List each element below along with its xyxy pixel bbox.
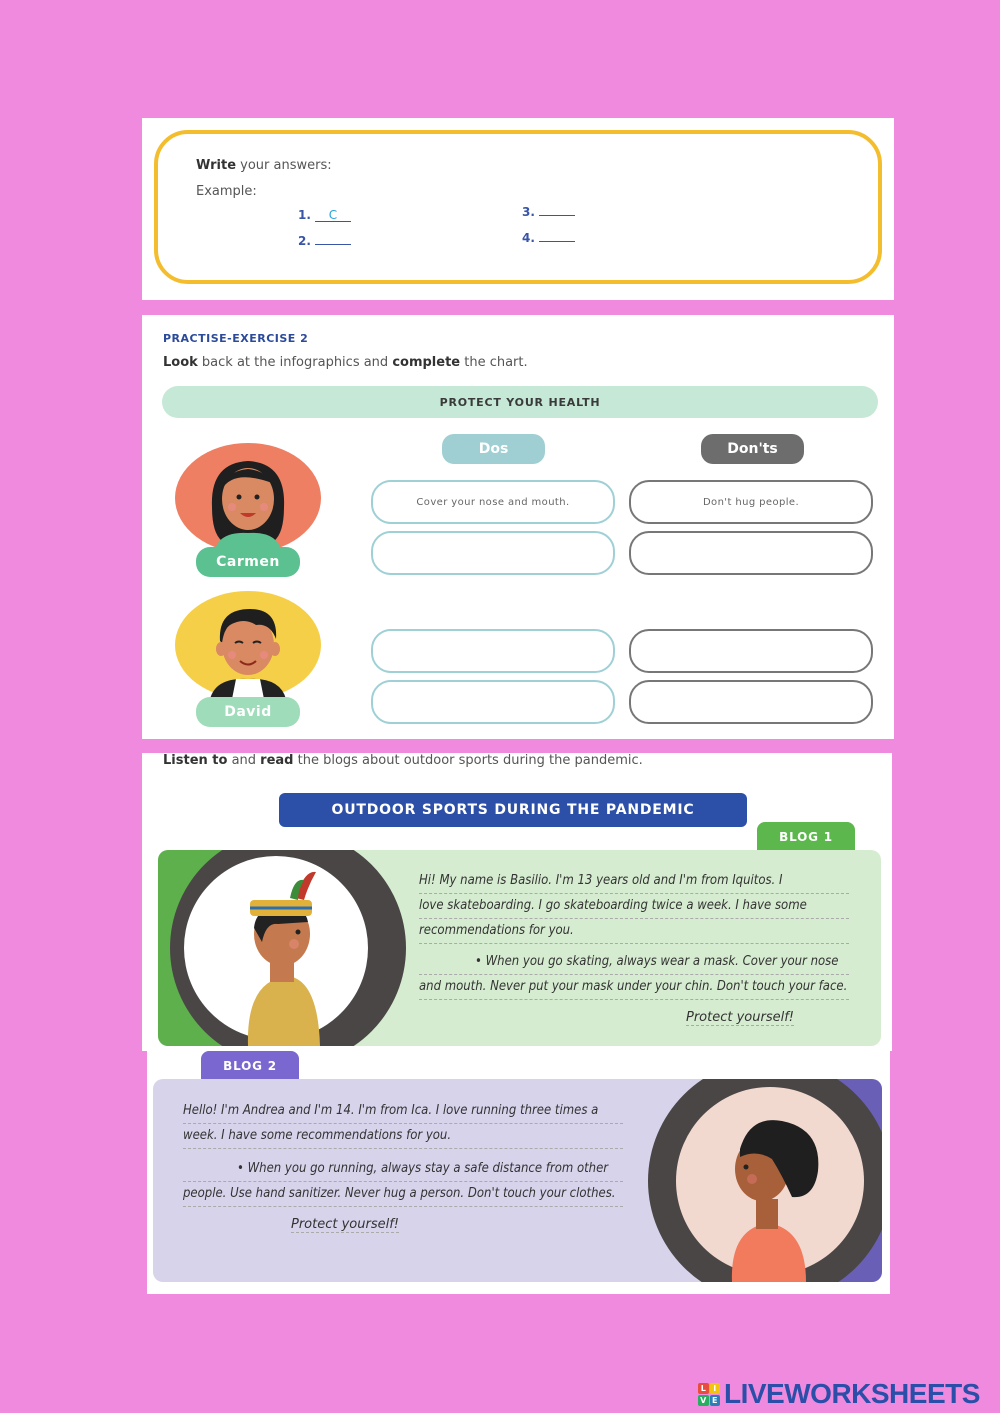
blog-2-card <box>153 1079 882 1282</box>
answer-2: 2. <box>298 234 351 248</box>
answer-1: 1. C <box>298 208 351 222</box>
write-answers-instruction: Write your answers: <box>196 158 332 173</box>
answers-panel <box>142 118 894 300</box>
dos-header: Dos <box>442 434 545 464</box>
blog-1-recommendation: • When you go skating, always wear a mask. Cover your nose and mouth. Never put your mask under your chin. Don't touch your face. <box>419 950 849 1000</box>
blog-2-panel <box>147 1051 890 1294</box>
david-dont-1[interactable] <box>629 629 873 673</box>
blog-1-tab: BLOG 1 <box>757 822 855 852</box>
david-dont-2[interactable] <box>629 680 873 724</box>
basilio-portrait <box>158 850 428 1046</box>
blog-1-intro: Hi! My name is Basilio. I'm 13 years old and I'm from Iquitos. I love skateboarding. I go skateboarding twice a week. I have some recommendations for you. <box>419 869 849 944</box>
exercise-2-title: PRACTISE-EXERCISE 2 <box>163 332 309 345</box>
andrea-portrait <box>622 1079 882 1282</box>
outdoor-sports-banner: OUTDOOR SPORTS DURING THE PANDEMIC <box>279 793 747 827</box>
david-label: David <box>196 697 300 727</box>
exercise-2-instruction: Look back at the infographics and complete the chart. <box>163 355 528 370</box>
blog-1-card <box>158 850 881 1046</box>
blog-1-signoff: Protect yourself! <box>686 1010 795 1025</box>
carmen-avatar <box>174 443 322 553</box>
protect-health-banner: PROTECT YOUR HEALTH <box>162 386 878 418</box>
carmen-dont-2[interactable] <box>629 531 873 575</box>
answer-3: 3. <box>522 205 575 219</box>
blog-2-recommendation: • When you go running, always stay a safe distance from other people. Use hand sanitizer. Never hug a person. Don't touch your clothes. <box>183 1157 623 1207</box>
answer-3-field[interactable] <box>539 215 575 216</box>
answers-box <box>154 130 882 284</box>
blogs-instruction: Listen to and read the blogs about outdoor sports during the pandemic. <box>163 753 643 768</box>
logo-mark-icon: L I V E <box>698 1383 720 1405</box>
david-avatar <box>174 591 322 699</box>
blog-2-intro: Hello! I'm Andrea and I'm 14. I'm from Ica. I love running three times a week. I have some recommendations for you. <box>183 1099 623 1149</box>
exercise-2-panel <box>142 315 894 739</box>
blog-2-signoff: Protect yourself! <box>291 1217 400 1232</box>
answer-1-field[interactable]: C <box>315 209 351 222</box>
example-label: Example: <box>196 184 257 199</box>
liveworksheets-logo[interactable] <box>698 1378 980 1410</box>
carmen-do-2[interactable] <box>371 531 615 575</box>
answer-2-field[interactable] <box>315 244 351 245</box>
blogs-panel <box>142 753 892 1051</box>
logo-text: LIVEWORKSHEETS <box>724 1378 980 1409</box>
david-do-2[interactable] <box>371 680 615 724</box>
donts-header: Don'ts <box>701 434 804 464</box>
answer-4: 4. <box>522 231 575 245</box>
carmen-do-1[interactable]: Cover your nose and mouth. <box>371 480 615 524</box>
answer-4-field[interactable] <box>539 241 575 242</box>
carmen-label: Carmen <box>196 547 300 577</box>
blog-2-tab: BLOG 2 <box>201 1051 299 1081</box>
david-do-1[interactable] <box>371 629 615 673</box>
carmen-dont-1[interactable]: Don't hug people. <box>629 480 873 524</box>
